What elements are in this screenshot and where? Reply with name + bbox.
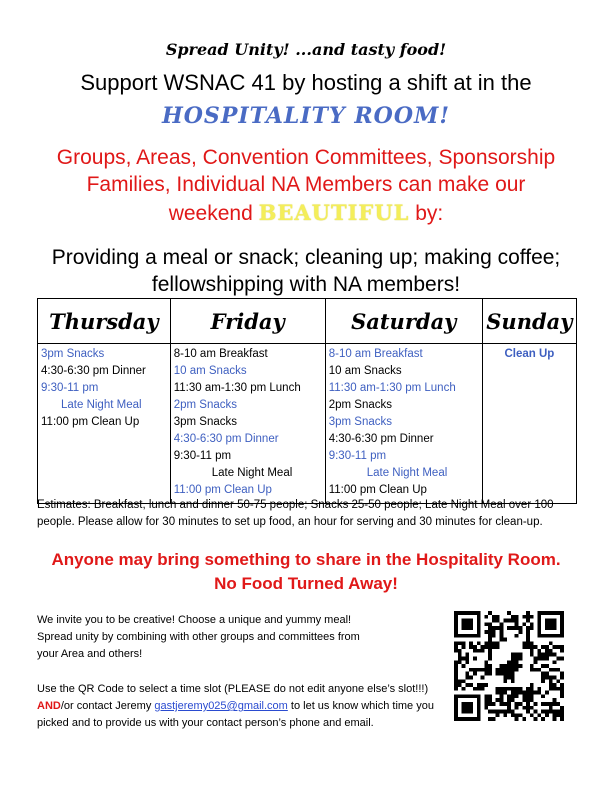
day-header-saturday: Saturday	[325, 299, 482, 344]
thursday-slot: 3pm Snacks	[41, 348, 105, 360]
friday-slot: 10 am Snacks	[173, 365, 247, 377]
weekend-pre: weekend	[168, 202, 259, 225]
friday-slot: Late Night Meal	[211, 467, 293, 479]
schedule-table	[37, 298, 577, 504]
friday-slot: 2pm Snacks	[173, 399, 237, 411]
friday-slot: 9:30-11 pm	[173, 450, 232, 462]
saturday-slot: Late Night Meal	[366, 467, 448, 479]
saturday-slot: 11:30 am-1:30 pm Lunch	[328, 382, 456, 394]
saturday-slot: 9:30-11 pm	[328, 450, 387, 462]
friday-slot: 11:30 am-1:30 pm Lunch	[173, 382, 301, 394]
saturday-slot: 10 am Snacks	[328, 365, 402, 377]
saturday-slot: 2pm Snacks	[328, 399, 392, 411]
saturday-slot: 11:00 pm Clean Up	[328, 484, 427, 496]
sunday-slots	[482, 344, 576, 504]
day-header-friday: Friday	[170, 299, 325, 344]
thursday-slot: Late Night Meal	[61, 399, 142, 411]
saturday-slot: 4:30-6:30 pm Dinner	[328, 433, 434, 445]
invite-line-1: We invite you to be creative! Choose a unique and yummy meal!	[37, 614, 352, 626]
groups-line-2: Families, Individual NA Members can make our	[86, 173, 526, 196]
providing-line-2: fellowshipping with NA members!	[151, 273, 461, 296]
thursday-slot: 4:30-6:30 pm Dinner	[41, 365, 146, 377]
invite-line-2: Spread unity by combining with other groups and committees from	[37, 631, 360, 643]
qr-text-part2: /or contact Jeremy	[60, 700, 155, 712]
qr-text-part1: Use the QR Code to select a time slot (PLEASE do not edit anyone else’s slot!!!)	[37, 683, 429, 695]
sunday-slot: Clean Up	[504, 348, 555, 360]
providing-text	[0, 244, 612, 298]
qr-text-part3: to let us know which time you picked and to provide us with your contact person’s phone and email.	[37, 700, 434, 729]
thursday-slots	[38, 344, 171, 504]
tagline: Spread Unity! ...and tasty food!	[165, 40, 447, 59]
email-link[interactable]: gastjeremy025@gmail.com	[154, 700, 288, 712]
schedule-header-row	[38, 299, 577, 344]
saturday-slot: 3pm Snacks	[328, 416, 392, 428]
saturday-slots	[325, 344, 482, 504]
support-heading: Support WSNAC 41 by hosting a shift at in the	[80, 70, 532, 95]
hospitality-room-title: HOSPITALITY ROOM!	[161, 103, 451, 129]
anyone-line-2: No Food Turned Away!	[214, 574, 398, 593]
day-header-thursday: Thursday	[38, 299, 171, 344]
groups-line-1: Groups, Areas, Convention Committees, Sponsorship	[56, 146, 556, 169]
providing-line-1: Providing a meal or snack; cleaning up; making coffee;	[51, 246, 561, 269]
and-emphasis: AND	[37, 700, 61, 712]
schedule-slots-row	[38, 344, 577, 504]
groups-text	[0, 144, 612, 198]
anyone-line-1: Anyone may bring something to share in the Hospitality Room.	[51, 550, 561, 569]
beautiful-word: BEAUTIFUL	[258, 200, 410, 225]
weekend-post: by:	[409, 202, 444, 225]
thursday-slot: 9:30-11 pm	[41, 382, 99, 394]
saturday-slot: 8-10 am Breakfast	[328, 348, 423, 360]
friday-slot: 8-10 am Breakfast	[173, 348, 268, 360]
weekend-line	[0, 200, 612, 226]
anyone-notice	[0, 548, 612, 596]
day-header-sunday: Sunday	[482, 299, 576, 344]
qr-instructions	[37, 681, 437, 732]
friday-slot: 11:00 pm Clean Up	[173, 484, 272, 496]
qr-code-icon[interactable]	[454, 611, 564, 721]
friday-slot: 3pm Snacks	[173, 416, 237, 428]
friday-slot: 4:30-6:30 pm Dinner	[173, 433, 279, 445]
thursday-slot: 11:00 pm Clean Up	[41, 416, 140, 428]
estimates-text: Estimates: Breakfast, lunch and dinner 50-75 people; Snacks 25-50 people; Late Night Meal over 100 people. Please allow for 30 minutes to set up food, an hour for serving and 30 minutes for clean-up.	[37, 499, 554, 528]
friday-slots	[170, 344, 325, 504]
invite-paragraph	[37, 612, 437, 663]
invite-line-3: your Area and others!	[37, 648, 143, 660]
